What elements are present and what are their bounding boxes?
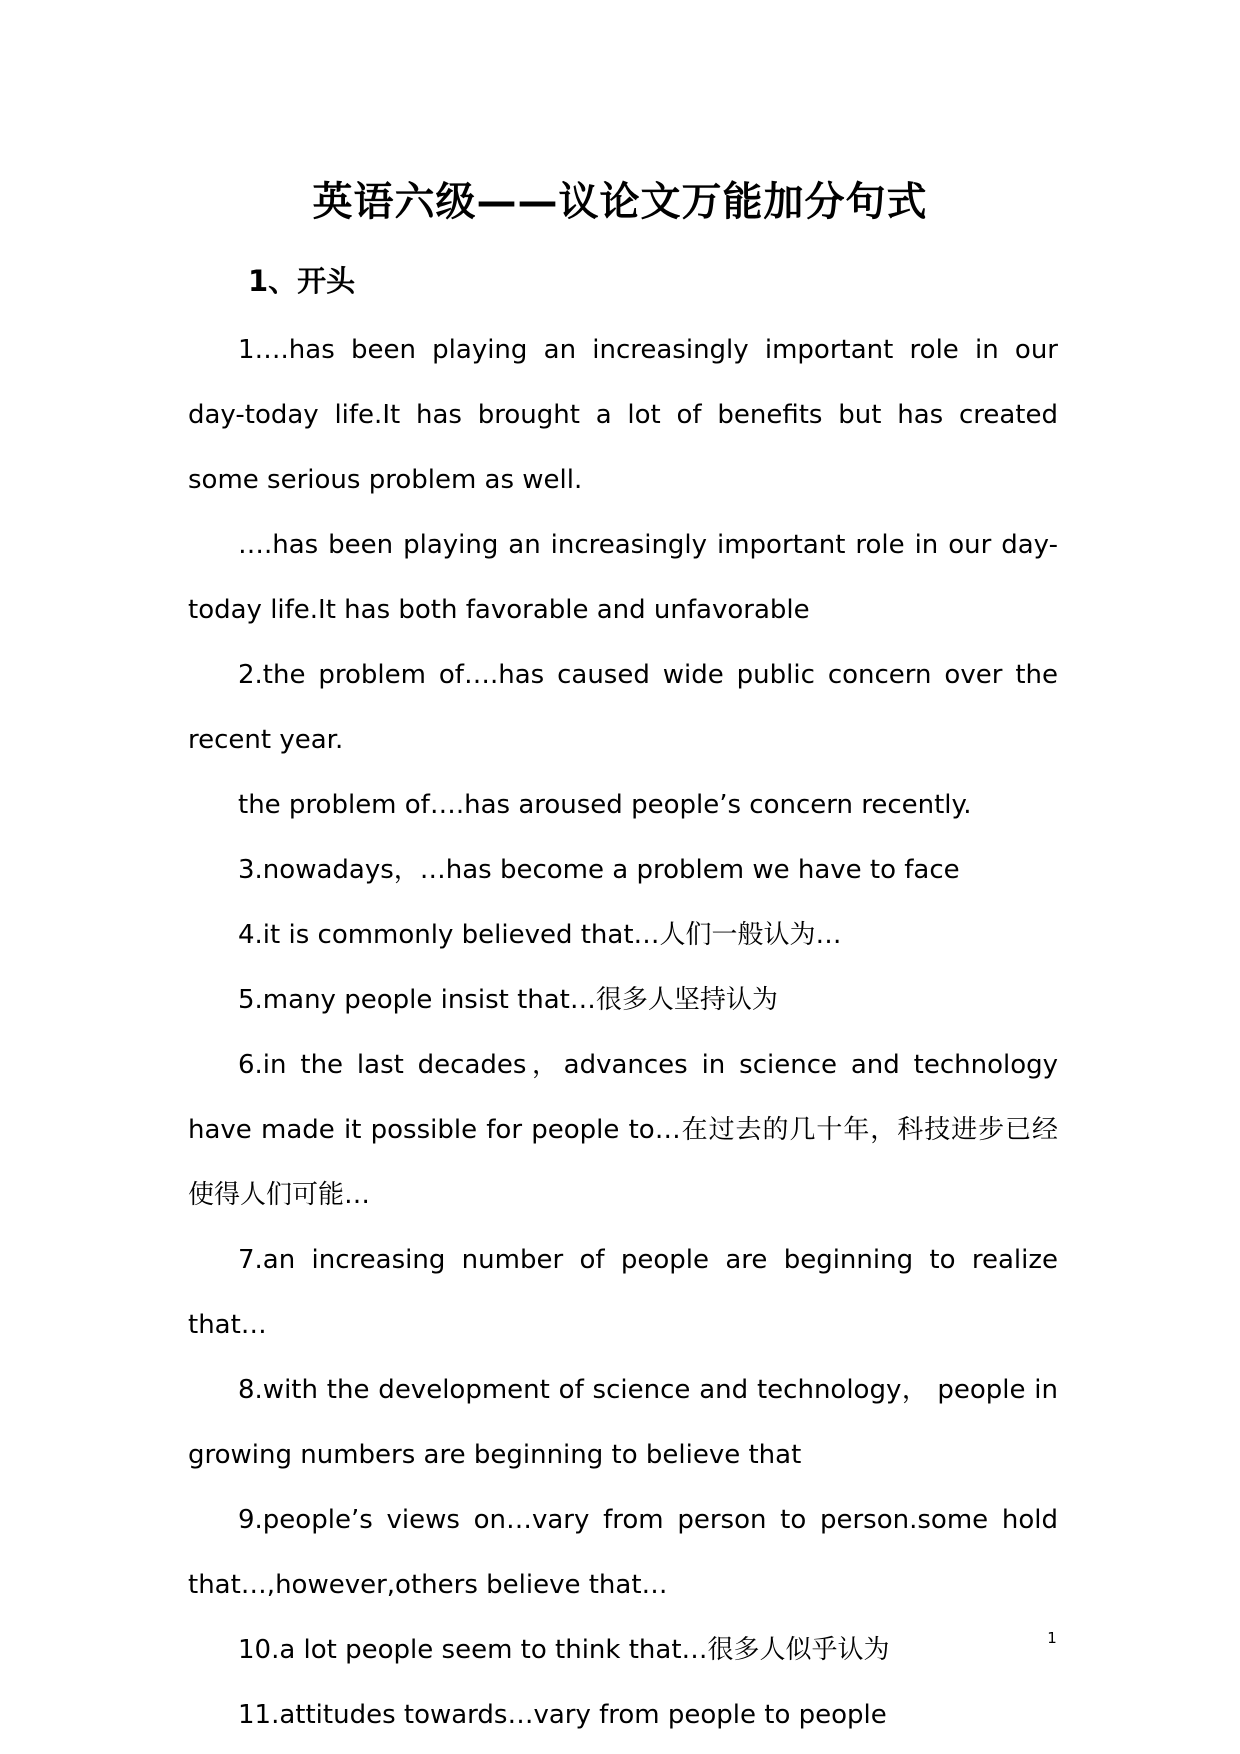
- paragraph-6: 4.it is commonly believed that…人们一般认为…: [238, 920, 842, 950]
- paragraph-7: 5.many people insist that…很多人坚持认为: [238, 985, 778, 1015]
- paragraph-3: 2.the problem of….has caused wide public concern over the recent year.: [188, 660, 1058, 755]
- paragraph-1: 1….has been playing an increasingly important role in our day-today life.It has brought a lot of benefits but has created some serious problem as well.: [188, 335, 1058, 495]
- paragraph-2: ….has been playing an increasingly important role in our day-today life.It has both favorable and unfavorable: [188, 530, 1058, 625]
- page-number: 1: [1047, 1629, 1057, 1647]
- paragraph-10: 8.with the development of science and technology， people in growing numbers are beginning to believe that: [188, 1375, 1058, 1470]
- paragraph-5: 3.nowadays，…has become a problem we have to face: [238, 855, 960, 885]
- section-heading: 1、开头: [248, 264, 356, 298]
- paragraph-4: the problem of….has aroused people’s concern recently.: [238, 790, 972, 820]
- document-body: [188, 318, 1058, 1748]
- paragraph-11: 9.people’s views on…vary from person to person.some hold that…,however,others believe that…: [188, 1505, 1058, 1600]
- paragraph-8: 6.in the last decades，advances in science and technology have made it possible for people to…在过去的几十年，科技进步已经使得人们可能…: [188, 1050, 1058, 1210]
- paragraph-13: 11.attitudes towards…vary from people to people: [238, 1700, 887, 1730]
- document-title: 英语六级——议论文万能加分句式: [312, 179, 928, 225]
- paragraph-12: 10.a lot people seem to think that…很多人似乎认为: [238, 1635, 890, 1665]
- paragraph-9: 7.an increasing number of people are beginning to realize that…: [188, 1245, 1058, 1340]
